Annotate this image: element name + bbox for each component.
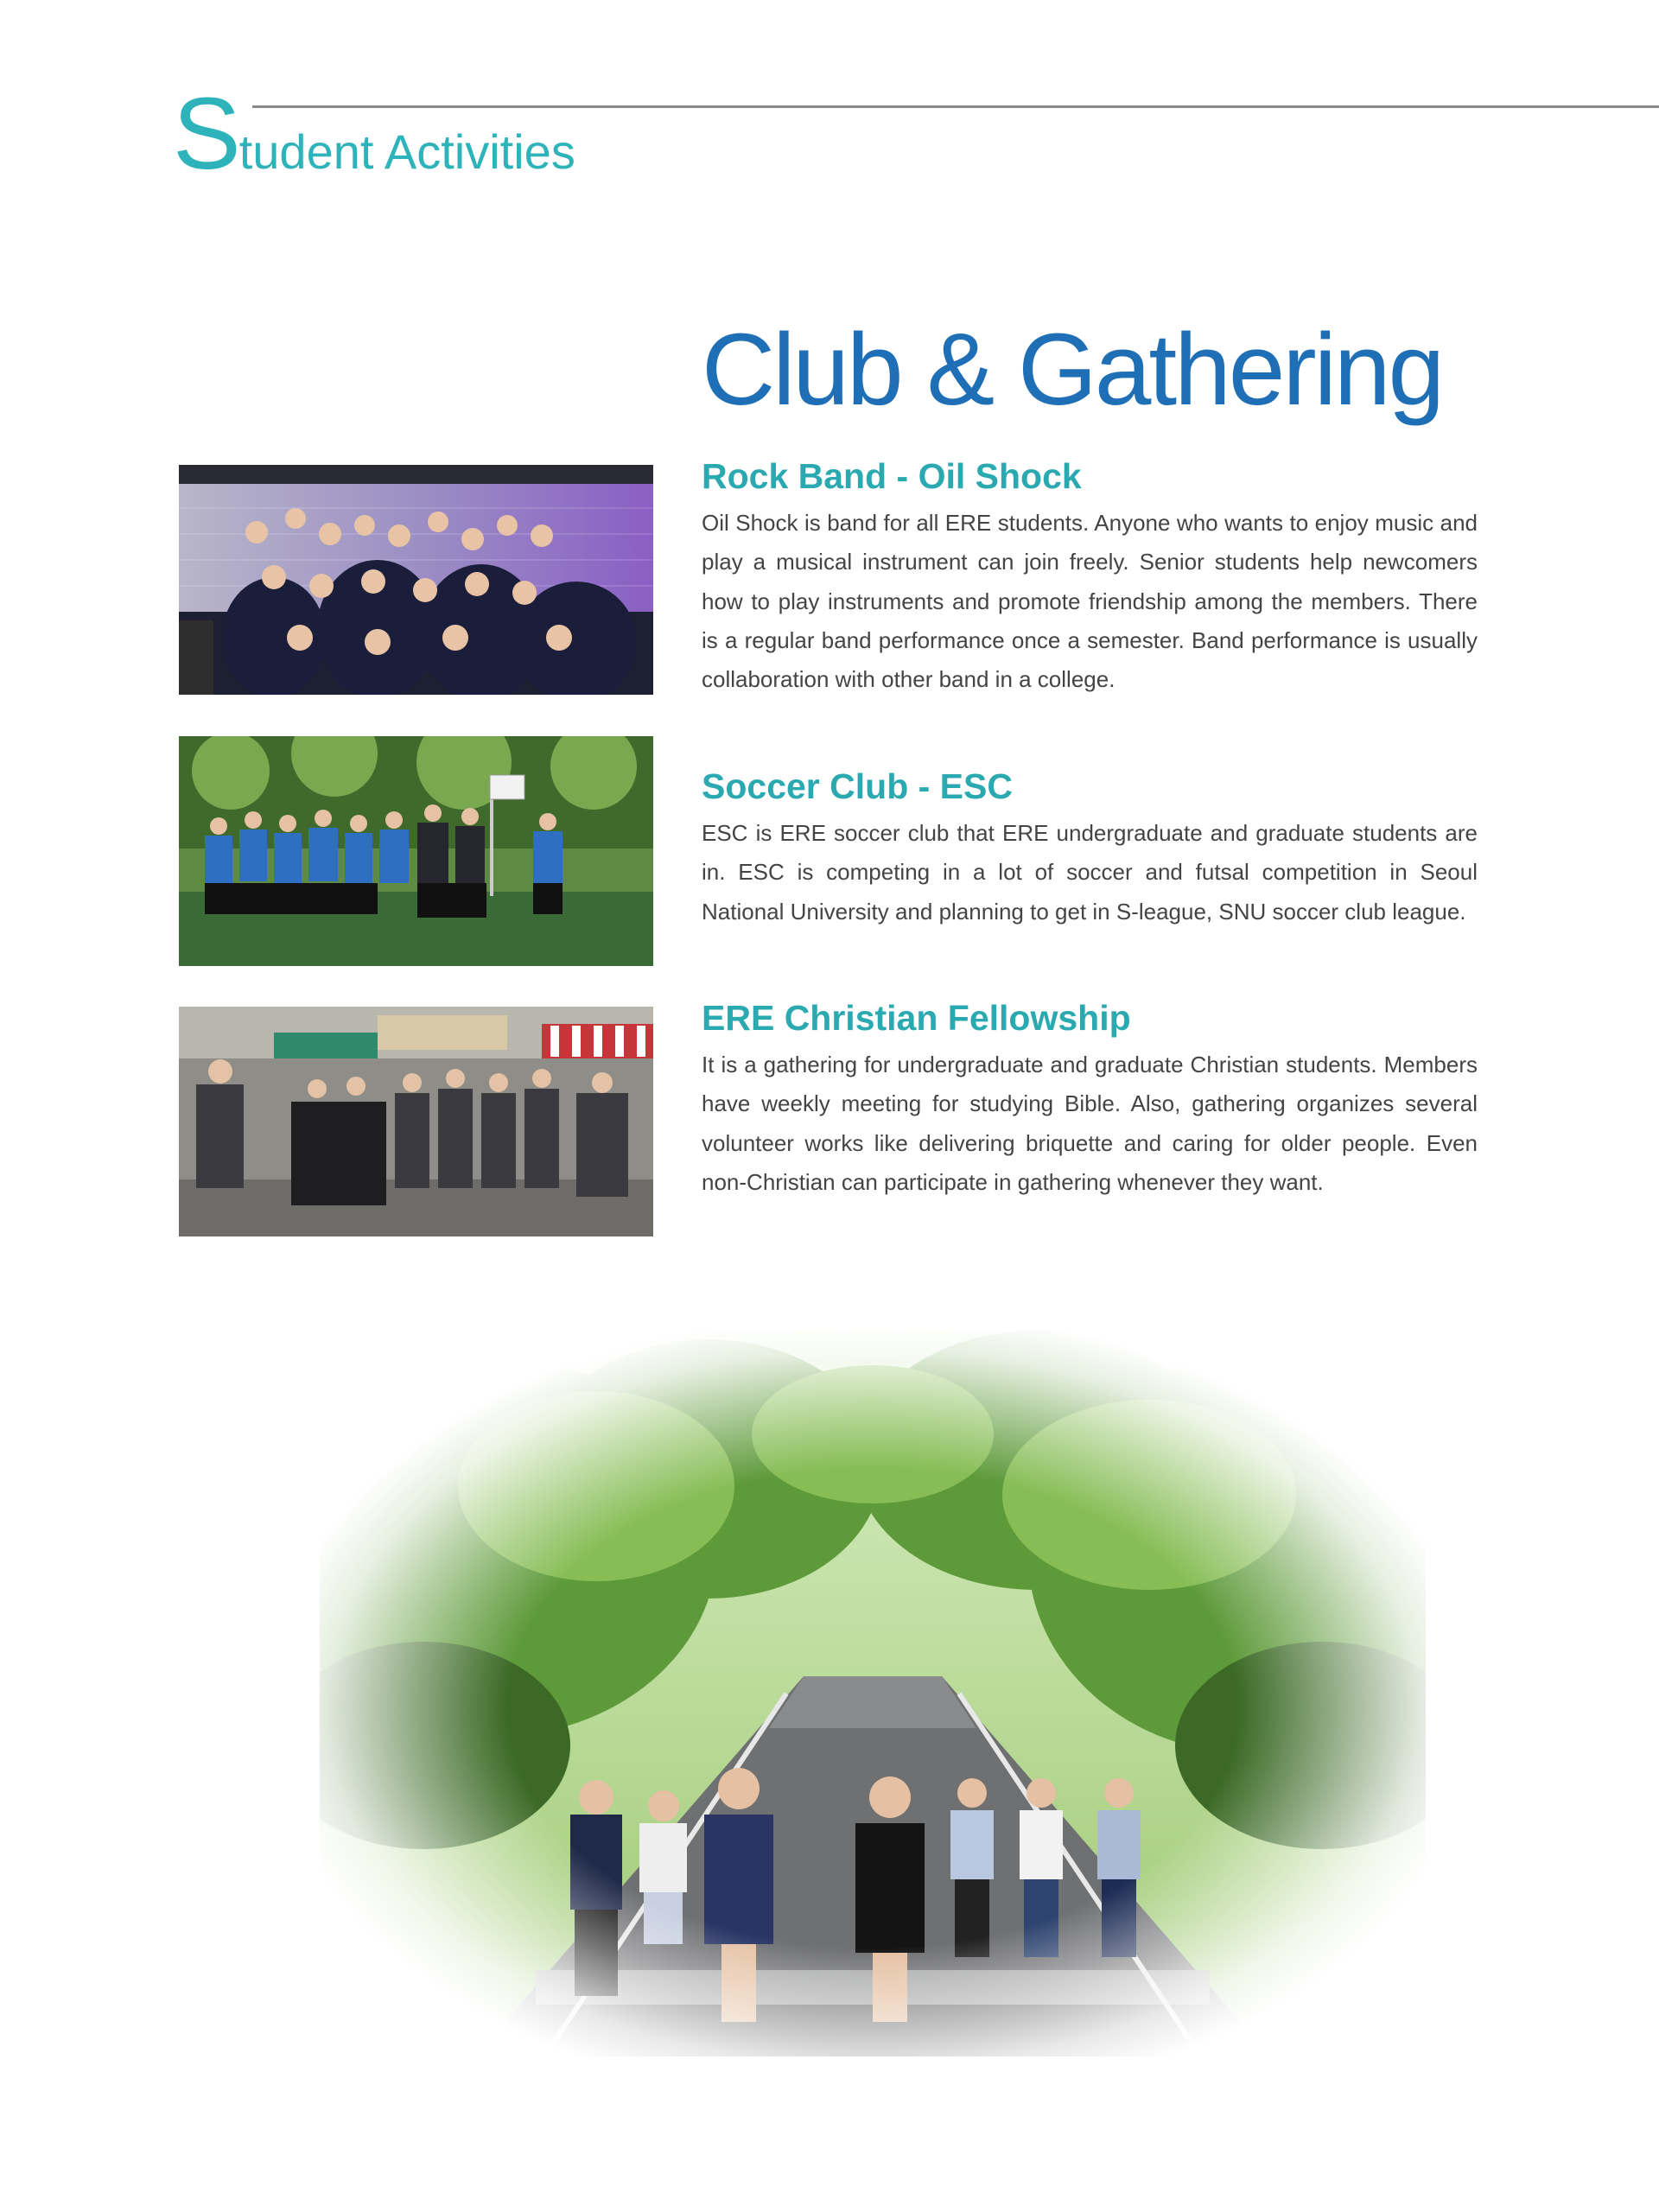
club-rock-band bbox=[702, 456, 1478, 699]
club-description: It is a gathering for undergraduate and graduate Christian students. Members have weekly meeting for studying Bible. Also, gathering organizes several volunteer works like delivering briquette and caring for older people. Even non-Christian can participate in gathering whenever they want. bbox=[702, 1052, 1478, 1195]
club-christian-fellowship bbox=[702, 998, 1478, 1202]
club-name: Rock Band - Oil Shock bbox=[702, 456, 1082, 496]
section-title bbox=[173, 77, 575, 191]
club-soccer bbox=[702, 766, 1478, 931]
section-title-rest: tudent Activities bbox=[238, 124, 575, 179]
section-title-initial: S bbox=[173, 77, 241, 191]
club-name: ERE Christian Fellowship bbox=[702, 998, 1131, 1038]
campus-walkway-photo bbox=[320, 1331, 1426, 2056]
club-description: ESC is ERE soccer club that ERE undergraduate and graduate students are in. ESC is competing in a lot of soccer and futsal competition in Seoul National University and planning to get in S-league, SNU soccer club league. bbox=[702, 820, 1478, 925]
soccer-club-photo bbox=[179, 736, 653, 966]
christian-fellowship-photo bbox=[179, 1007, 653, 1236]
page-title: Club & Gathering bbox=[702, 313, 1443, 427]
club-description: Oil Shock is band for all ERE students. Anyone who wants to enjoy music and play a musical instrument can join freely. Senior students help newcomers how to play instruments and promote friendship among the members. There is a regular band performance once a semester. Band performance is usually collaboration with other band in a college. bbox=[702, 510, 1478, 693]
rock-band-photo bbox=[179, 465, 653, 695]
club-name: Soccer Club - ESC bbox=[702, 766, 1013, 806]
